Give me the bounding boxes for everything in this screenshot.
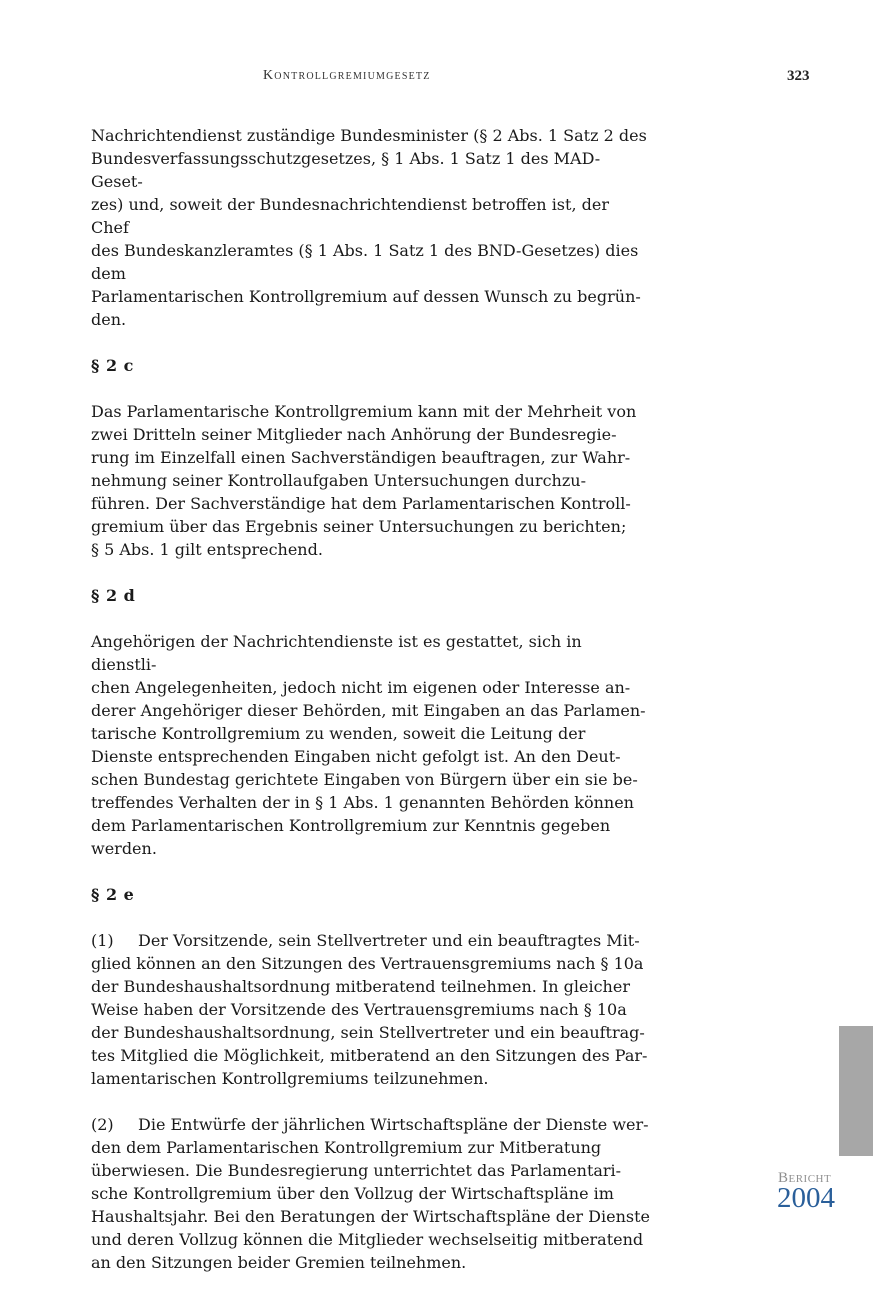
paragraph-2c: Das Parlamentarische Kontrollgremium kann mit der Mehrheit von zwei Dritteln seiner Mitglieder nach Anhörung der Bundesregie- rung im Einzelfall einen Sachverständigen beauftragen, zur Wahr- nehmung seiner Kontrollaufgaben Untersuchungen durchzu- führen. Der Sachverständige hat dem Parlamentarischen Kontroll- gremium über das Ergebnis seiner Untersuchungen zu berichten; § 5 Abs. 1 gilt entsprechend. [91,402,637,559]
paragraph-2e-1 [91,929,651,1090]
section-heading-2c: § 2 c [91,356,134,375]
paragraph-2e-1-text: Der Vorsitzende, sein Stellvertreter und ein beauftragtes Mit- glied können an den Sitzungen des Vertrauensgremiums nach § 10a der Bundeshaushaltsordnung mitberatend teilnehmen. In gleicher Weise haben der Vorsitzende des Vertrauensgremiums nach § 10a der Bundeshaushaltsordnung, sein Stellvertreter und ein beauftrag- tes Mitglied die Möglichkeit, mitberatend an den Sitzungen des Par- lamentarischen Kontrollgremiums teilzunehmen. [91,931,648,1088]
paragraph-2e-2 [91,1113,651,1274]
section-heading-2d: § 2 d [91,586,136,605]
report-label: Bericht [778,1170,832,1186]
running-head-title: Kontrollgremiumgesetz [263,68,431,83]
page-number: 323 [787,68,810,84]
section-heading-2e: § 2 e [91,885,135,904]
paragraph-number-1: (1) [91,931,114,950]
paragraph-2e-2-text: Die Entwürfe der jährlichen Wirtschaftspläne der Dienste wer- den dem Parlamentarischen Kontrollgremium zur Mitberatung überwiesen. Die Bundesregierung unterrichtet das Parlamentari- sche Kontrollgremium über den Vollzug der Wirtschaftspläne im Haushaltsjahr. Bei den Beratungen der Wirtschaftspläne der Dienste und deren Vollzug können die Mitglieder wechselseitig mitberatend an den Sitzungen beider Gremien teilnehmen. [91,1115,650,1272]
paragraph-continuation: Nachrichtendienst zuständige Bundesminister (§ 2 Abs. 1 Satz 2 des Bundesverfassungsschutzgesetzes, § 1 Abs. 1 Satz 1 des MAD-Geset- zes) und, soweit der Bundesnachrichtendienst betroffen ist, der Chef des Bundeskanzleramtes (§ 1 Abs. 1 Satz 1 des BND-Gesetzes) dies dem Parlamentarischen Kontrollgremium auf dessen Wunsch zu begrün- den. [91,126,647,329]
page-content [91,124,651,1297]
report-year: 2004 [777,1182,835,1214]
side-thumb-tab [839,1026,873,1156]
paragraph-number-2: (2) [91,1115,114,1134]
paragraph-2d: Angehörigen der Nachrichtendienste ist es gestattet, sich in dienstli- chen Angelegenheiten, jedoch nicht im eigenen oder Interesse an- derer Angehöriger dieser Behörden, mit Eingaben an das Parlamen- tarische Kontrollgremium zu wenden, soweit die Leitung der Dienste entsprechenden Eingaben nicht gefolgt ist. An den Deut- schen Bundestag gerichtete Eingaben von Bürgern über ein sie be- treffendes Verhalten der in § 1 Abs. 1 genannten Behörden können dem Parlamentarischen Kontrollgremium zur Kenntnis gegeben werden. [91,632,646,858]
